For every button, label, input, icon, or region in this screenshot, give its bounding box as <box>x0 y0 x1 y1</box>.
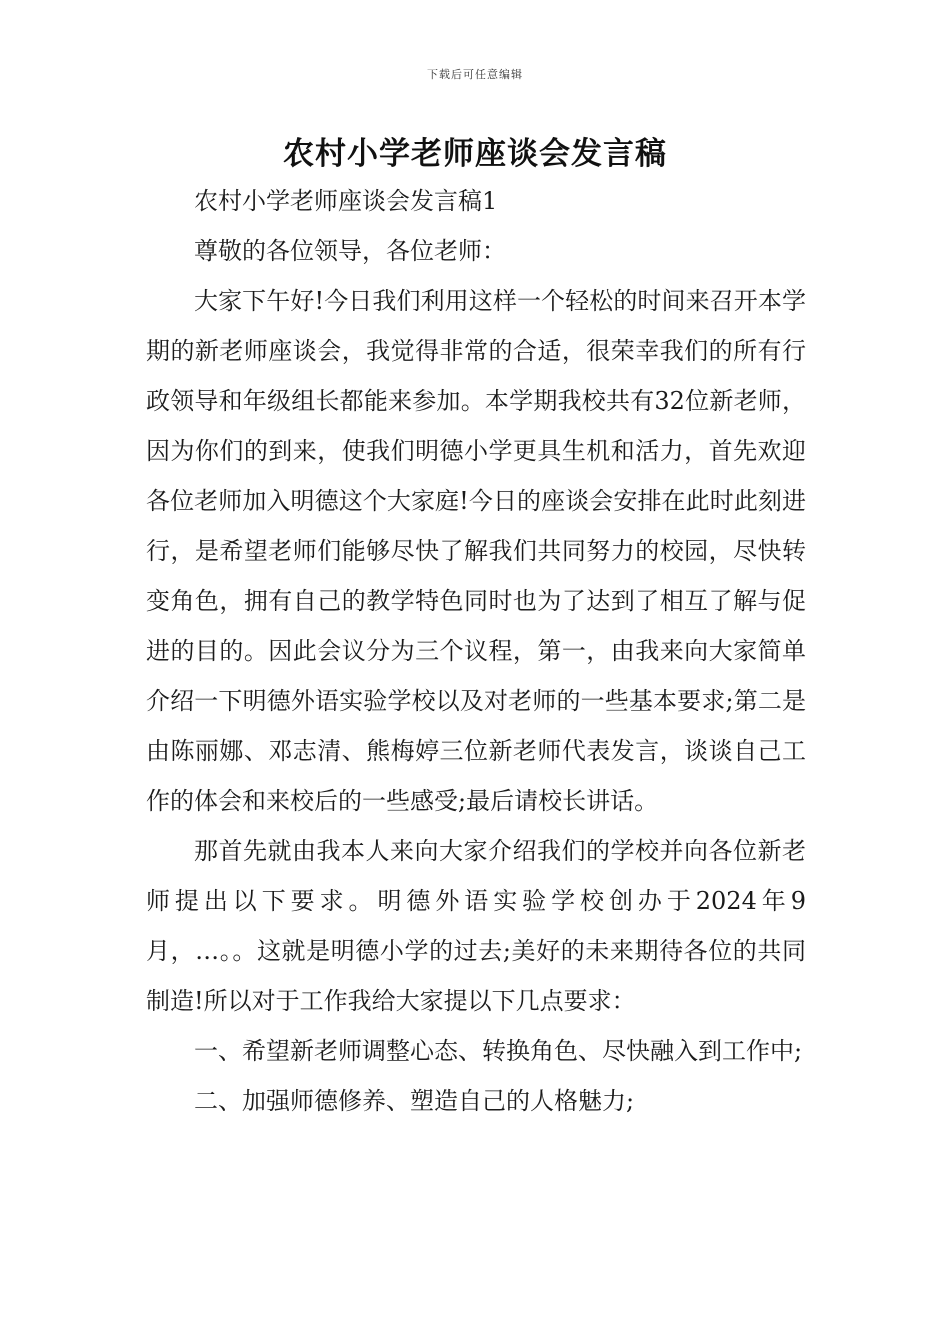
paragraph-opening: 大家下午好!今日我们利用这样一个轻松的时间来召开本学期的新老师座谈会，我觉得非常的合适，很荣幸我们的所有行政领导和年级组长都能来参加。本学期我校共有32位新老师，因为你们的到来，使我们明德小学更具生机和活力，首先欢迎各位老师加入明德这个大家庭!今日的座谈会安排在此时此刻进行，是希望老师们能够尽快了解我们共同努力的校园，尽快转变角色，拥有自己的教学特色同时也为了达到了相互了解与促进的目的。因此会议分为三个议程，第一，由我来向大家简单介绍一下明德外语实验学校以及对老师的一些基本要求;第二是由陈丽娜、邓志清、熊梅婷三位新老师代表发言，谈谈自己工作的体会和来校后的一些感受;最后请校长讲话。 <box>146 287 806 815</box>
paragraph-introduction: 那首先就由我本人来向大家介绍我们的学校并向各位新老师提出以下要求。明德外语实验学校创办于2024年9月，…。。这就是明德小学的过去;美好的未来期待各位的共同制造!所以对于工作我给大家提以下几点要求： <box>146 837 806 1015</box>
header-note: 下载后可任意编辑 <box>427 68 523 81</box>
paragraph-requirement-2: 二、加强师德修养、塑造自己的人格魅力; <box>194 1087 635 1115</box>
document-title: 农村小学老师座谈会发言稿 <box>283 136 667 172</box>
document-body <box>146 176 806 1126</box>
paragraph-salutation: 尊敬的各位领导，各位老师： <box>194 237 506 265</box>
paragraph-requirement-1: 一、希望新老师调整心态、转换角色、尽快融入到工作中; <box>194 1037 803 1065</box>
paragraph-subtitle: 农村小学老师座谈会发言稿1 <box>194 187 498 215</box>
